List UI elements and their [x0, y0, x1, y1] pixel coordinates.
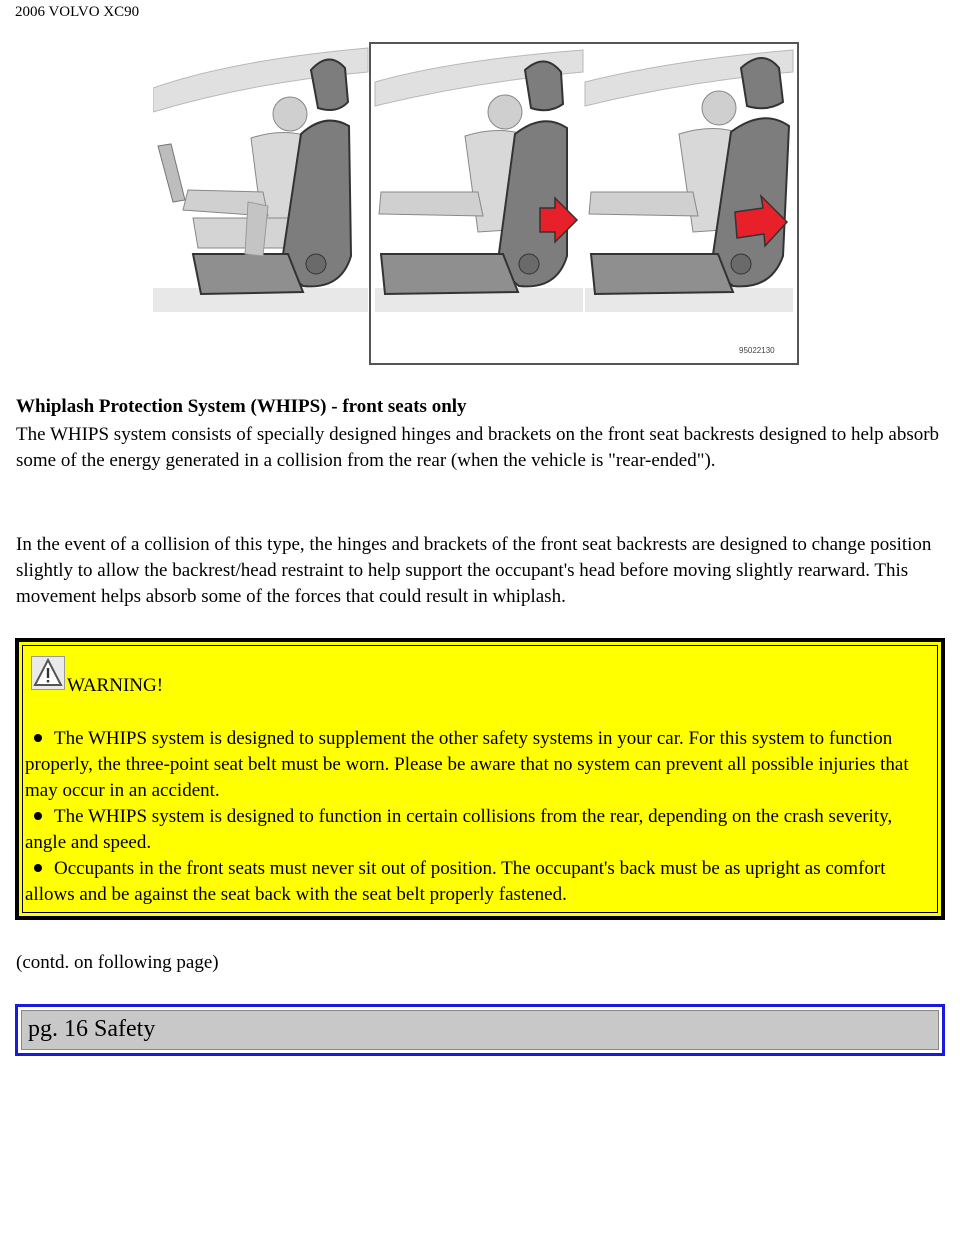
warning-item — [25, 856, 925, 908]
footer-inner — [21, 1010, 939, 1050]
section-title: Whiplash Protection System (WHIPS) - front seats only — [16, 396, 467, 417]
warning-title: WARNING! — [67, 675, 164, 696]
bullet-icon — [34, 812, 42, 820]
warning-triangle-icon — [31, 656, 65, 690]
whips-seat-illustration — [153, 42, 799, 366]
warning-item — [25, 804, 925, 856]
page-label: pg. 16 Safety — [28, 1016, 156, 1042]
paragraph-1: The WHIPS system consists of specially designed hinges and brackets on the front seat backrests designed to help absorb some of the energy generated in a collision from the rear (when the vehicle is "rear-ended"). — [16, 424, 940, 471]
continuation-note: (contd. on following page) — [16, 952, 219, 973]
figure-code: 95022130 — [739, 346, 775, 355]
warning-item-text: The WHIPS system is designed to function in certain collisions from the rear, depending on the crash severity, angle and speed. — [25, 806, 893, 853]
paragraph-2: In the event of a collision of this type, the hinges and brackets of the front seat backrests are designed to change position slightly to allow the backrest/head restraint to help support the occupant's head before moving slightly rearward. This movement helps absorb some of the forces that could result in whiplash. — [16, 534, 932, 607]
bullet-icon — [34, 734, 42, 742]
seat-panel-normal — [153, 48, 368, 312]
warning-box — [15, 638, 945, 920]
warning-item-text: The WHIPS system is designed to supplement the other safety systems in your car. For this system to function properly, the three-point seat belt must be worn. Please be aware that no system can prevent all possible injuries that may occur in an accident. — [25, 728, 909, 801]
warning-inner-frame — [22, 645, 938, 913]
warning-item — [25, 726, 925, 804]
document-header: 2006 VOLVO XC90 — [15, 4, 140, 20]
page-footer — [15, 1004, 945, 1056]
warning-item-text: Occupants in the front seats must never sit out of position. The occupant's back must be as upright as comfort allows and be against the seat back with the seat belt properly fastened. — [25, 858, 886, 905]
warning-list — [25, 726, 925, 908]
bullet-icon — [34, 864, 42, 872]
